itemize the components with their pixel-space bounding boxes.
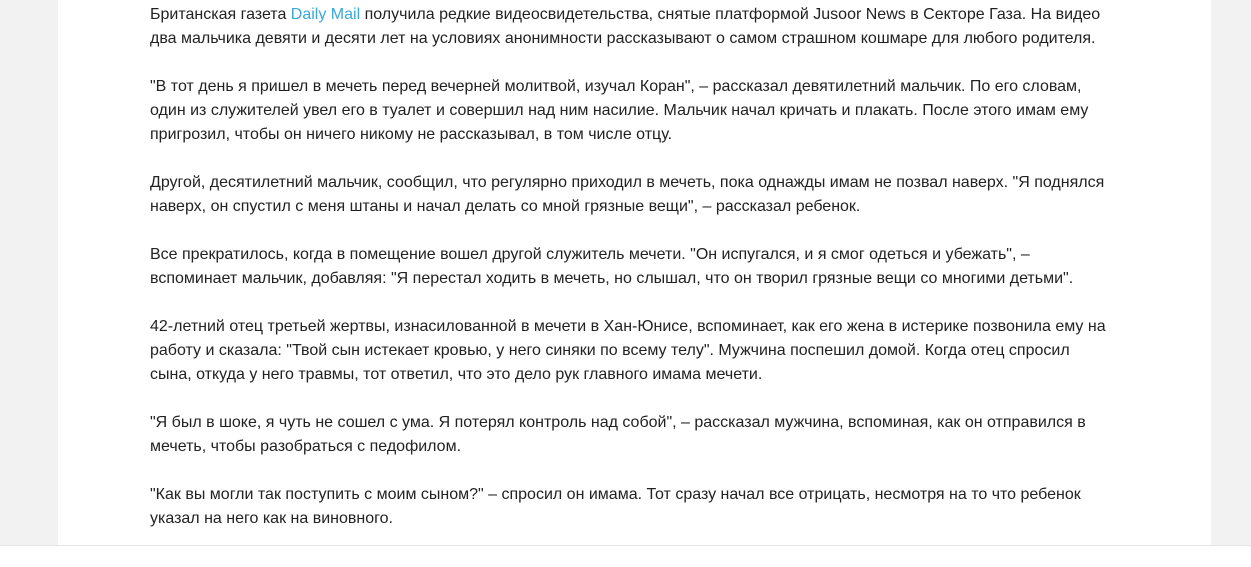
article-paragraph-6: "Я был в шоке, я чуть не сошел с ума. Я потерял контроль над собой", – рассказал мужчина, вспоминая, как он отправился в мечеть, чтобы разобраться с педофилом. — [150, 414, 1086, 455]
article-paragraph-1 — [150, 3, 1112, 51]
article-paragraph-3: Другой, десятилетний мальчик, сообщил, что регулярно приходил в мечеть, пока однажды имам не позвал наверх. "Я поднялся наверх, он спустил с меня штаны и начал делать со мной грязные вещи", – рассказал ребенок. — [150, 174, 1105, 215]
article-paragraph-2: "В тот день я пришел в мечеть перед вечерней молитвой, изучал Коран", – рассказал девятилетний мальчик. По его словам, один из служителей увел его в туалет и совершил над ним насилие. Мальчик начал кричать и плакать. После этого имам ему пригрозил, чтобы он ничего никому не рассказывал, в том числе отцу. — [150, 78, 1089, 143]
paragraph-1-intro: Британская газета — [150, 6, 291, 23]
article-paragraph-4: Все прекратилось, когда в помещение вошел другой служитель мечети. "Он испугался, и я смог одеться и убежать", – вспоминает мальчик, добавляя: "Я перестал ходить в мечеть, но слышал, что он творил грязные вещи со многими детьми". — [150, 246, 1074, 287]
daily-mail-link[interactable]: Daily Mail — [290, 6, 361, 23]
article-panel — [58, 0, 1211, 545]
article-paragraph-5: 42-летний отец третьей жертвы, изнасилованной в мечети в Хан-Юнисе, вспоминает, как его жена в истерике позвонила ему на работу и сказала: "Твой сын истекает кровью, у него синяки по всему телу". Мужчина поспешил домой. Когда отец спросил сына, откуда у него травмы, тот ответил, что это дело рук главного имама мечети. — [150, 318, 1106, 383]
article-body — [150, 3, 1112, 555]
footer-strip — [0, 545, 1251, 567]
paragraph-1-rest: получила редкие видеосвидетельства, снятые платформой Jusoor News в Секторе Газа. На видео два мальчика девяти и десяти лет на условиях анонимности рассказывают о самом страшном кошмаре для любого родителя. — [150, 6, 1101, 47]
article-paragraph-7: "Как вы могли так поступить с моим сыном?" – спросил он имама. Тот сразу начал все отрицать, несмотря на то что ребенок указал на него как на виновного. — [150, 486, 1081, 527]
